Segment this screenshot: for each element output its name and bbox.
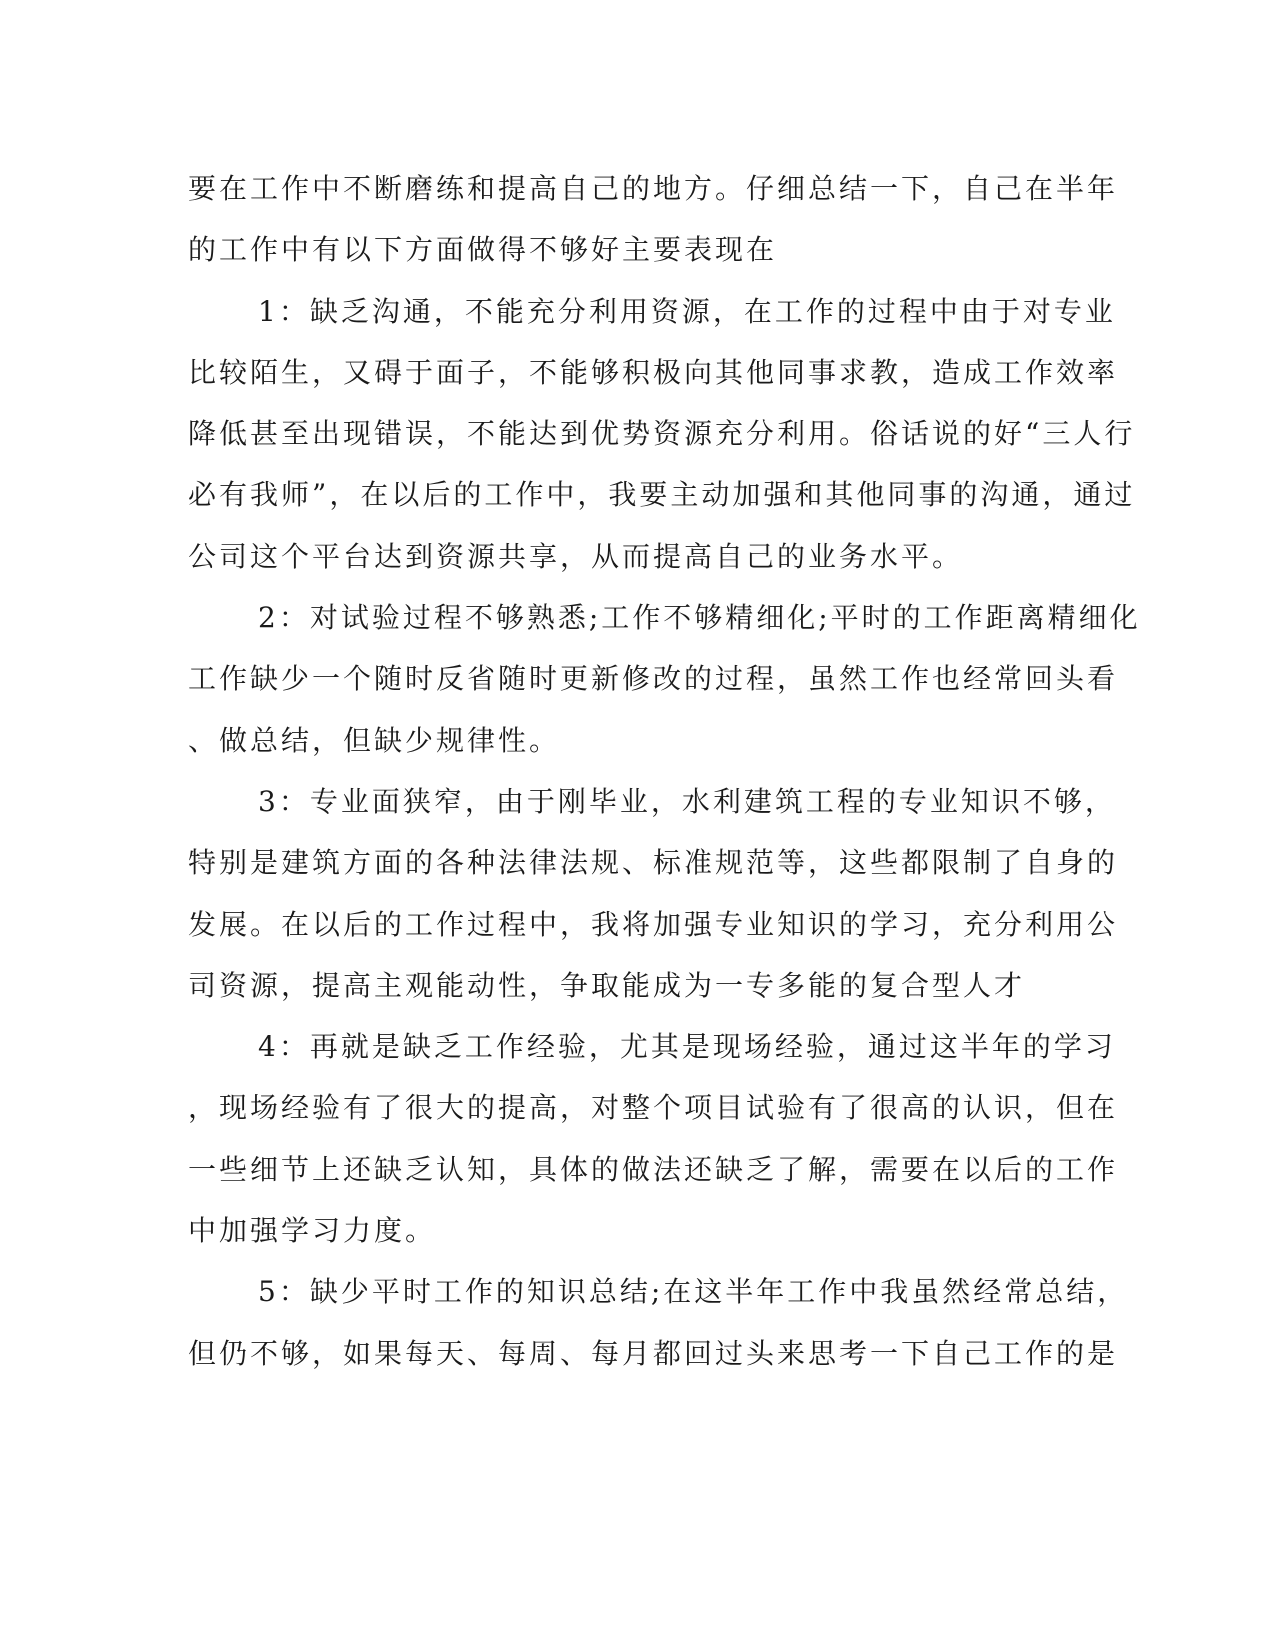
paragraph-5-start: 5：缺少平时工作的知识总结;在这半年工作中我虽然经常总结， [258, 1275, 1129, 1309]
paragraph-1-start: 1：缺乏沟通，不能充分利用资源，在工作的过程中由于对专业 [258, 294, 1116, 328]
text-line: 司资源，提高主观能动性，争取能成为一专多能的复合型人才 [188, 968, 1026, 1002]
text-line: 降低甚至出现错误，不能达到优势资源充分利用。俗话说的好“三人行 [188, 417, 1136, 451]
text-line: 一些细节上还缺乏认知，具体的做法还缺乏了解，需要在以后的工作 [188, 1152, 1119, 1186]
text-line: 必有我师”，在以后的工作中，我要主动加强和其他同事的沟通，通过 [188, 478, 1136, 512]
paragraph-4-start: 4：再就是缺乏工作经验，尤其是现场经验，通过这半年的学习 [258, 1030, 1116, 1064]
text-line: 比较陌生，又碍于面子，不能够积极向其他同事求教，造成工作效率 [188, 355, 1119, 389]
text-line: 的工作中有以下方面做得不够好主要表现在 [188, 233, 778, 267]
paragraph-2-start: 2：对试验过程不够熟悉;工作不够精细化;平时的工作距离精细化 [258, 601, 1141, 635]
text-line: 中加强学习力度。 [188, 1214, 437, 1248]
text-line: ，现场经验有了很大的提高，对整个项目试验有了很高的认识，但在 [188, 1091, 1119, 1125]
paragraph-3-start: 3：专业面狭窄，由于刚毕业，水利建筑工程的专业知识不够， [258, 784, 1116, 818]
text-line: 公司这个平台达到资源共享，从而提高自己的业务水平。 [188, 539, 964, 573]
text-line: 发展。在以后的工作过程中，我将加强专业知识的学习，充分利用公 [188, 907, 1119, 941]
text-line: 特别是建筑方面的各种法律法规、标准规范等，这些都限制了自身的 [188, 846, 1119, 880]
text-line: 工作缺少一个随时反省随时更新修改的过程，虽然工作也经常回头看 [188, 662, 1119, 696]
text-line: 、做总结，但缺少规律性。 [188, 723, 561, 757]
body-text [188, 158, 1141, 1384]
text-line: 要在工作中不断磨练和提高自己的地方。仔细总结一下，自己在半年 [188, 172, 1119, 205]
text-line: 但仍不够，如果每天、每周、每月都回过头来思考一下自己工作的是 [188, 1336, 1119, 1370]
